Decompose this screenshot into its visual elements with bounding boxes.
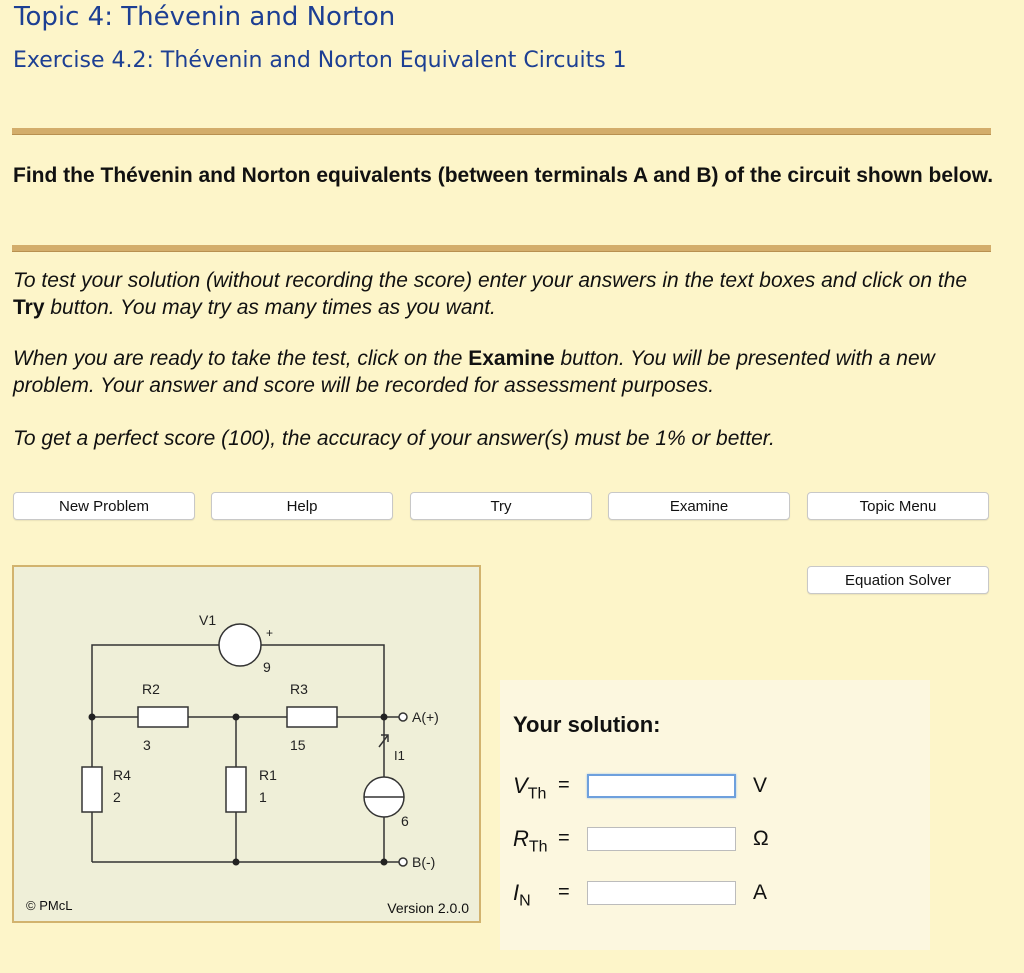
in-label: $I_N$ xyxy=(513,880,531,910)
resistor-r3 xyxy=(287,707,337,727)
help-button[interactable]: Help xyxy=(211,492,393,520)
resistor-r4 xyxy=(82,767,102,812)
divider-top xyxy=(12,128,991,135)
vth-label: $V_{Th}$ xyxy=(513,773,547,803)
v1-value: 9 xyxy=(263,659,271,675)
r3-label: R3 xyxy=(290,681,308,697)
resistor-r1 xyxy=(226,767,246,812)
rth-unit: Ω xyxy=(753,827,769,850)
terminal-b-node xyxy=(399,858,407,866)
junction-mid xyxy=(233,714,240,721)
r1-value: 1 xyxy=(259,789,267,805)
rth-row xyxy=(513,826,813,860)
i1-value: 6 xyxy=(401,813,409,829)
r4-label: R4 xyxy=(113,767,131,783)
instruction-try: To test your solution (without recording the score) enter your answers in the text boxes and click on the Try button. You may try as many times as you want. xyxy=(13,269,968,319)
new-problem-button[interactable]: New Problem xyxy=(13,492,195,520)
r2-label: R2 xyxy=(142,681,160,697)
vth-input[interactable] xyxy=(587,774,736,798)
junction-left xyxy=(89,714,96,721)
in-row xyxy=(513,880,813,914)
vth-unit: V xyxy=(753,774,768,797)
junction-bottom-right xyxy=(381,859,388,866)
exercise-title: Exercise 4.2: Thévenin and Norton Equivalent Circuits 1 xyxy=(13,48,627,73)
terminal-a-node xyxy=(399,713,407,721)
in-equals: = xyxy=(558,881,570,903)
resistor-r2 xyxy=(138,707,188,727)
examine-button[interactable]: Examine xyxy=(608,492,790,520)
v1-plus: + xyxy=(266,626,274,640)
topic-title: Topic 4: Thévenin and Norton xyxy=(14,2,396,32)
rth-input[interactable] xyxy=(587,827,736,851)
equation-solver-button[interactable]: Equation Solver xyxy=(807,566,989,594)
terminal-a-label: A(+) xyxy=(412,709,439,725)
try-button[interactable]: Try xyxy=(410,492,592,520)
divider-middle xyxy=(12,245,991,252)
in-input[interactable] xyxy=(587,881,736,905)
wire-top-right xyxy=(261,645,384,717)
junction-right xyxy=(381,714,388,721)
rth-equals: = xyxy=(558,827,570,849)
instruction-examine: When you are ready to take the test, click on the Examine button. You will be presented with a new problem. Your answer and score will be recorded for assessment purposes. xyxy=(13,347,935,397)
in-unit: A xyxy=(753,881,768,904)
vth-row xyxy=(513,773,813,807)
v1-label: V1 xyxy=(199,612,217,628)
circuit-schematic xyxy=(14,567,483,925)
r2-value: 3 xyxy=(143,737,151,753)
terminal-b-label: B(-) xyxy=(412,854,436,870)
voltage-source-v1 xyxy=(219,624,261,666)
r1-label: R1 xyxy=(259,767,277,783)
circuit-diagram xyxy=(12,565,481,923)
topic-menu-button[interactable]: Topic Menu xyxy=(807,492,989,520)
version-label: Version 2.0.0 xyxy=(387,900,469,916)
junction-bottom-mid xyxy=(233,859,240,866)
instruction-accuracy: To get a perfect score (100), the accuracy of your answer(s) must be 1% or better. xyxy=(13,427,775,450)
task-statement: Find the Thévenin and Norton equivalents (between terminals A and B) of the circuit shown below. xyxy=(13,164,994,187)
vth-equals: = xyxy=(558,774,570,796)
rth-label: $R_{Th}$ xyxy=(513,826,548,856)
r3-value: 15 xyxy=(290,737,306,753)
r4-value: 2 xyxy=(113,789,121,805)
solution-heading: Your solution: xyxy=(513,712,661,737)
copyright-label: © PMcL xyxy=(26,898,73,913)
i1-label: I1 xyxy=(394,748,405,763)
